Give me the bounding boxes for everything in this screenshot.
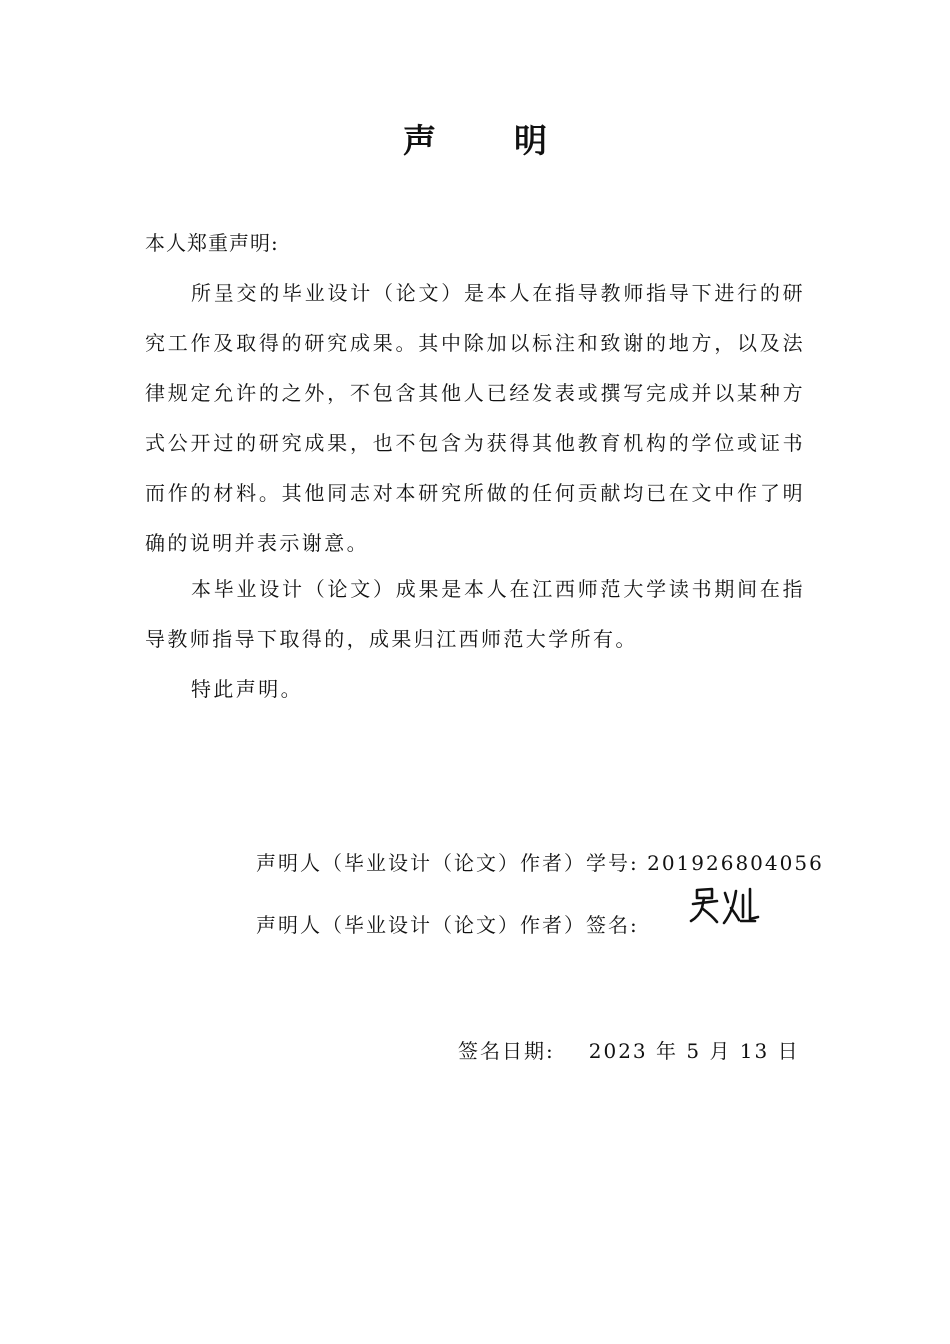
signature-line [256, 910, 639, 940]
opening-line: 本人郑重声明: [145, 231, 279, 255]
date-line [458, 1036, 800, 1066]
declaration-paragraph-3: 特此声明。 [191, 677, 303, 701]
signature-label: 声明人（毕业设计（论文）作者）签名: [256, 913, 639, 937]
student-id-line [256, 848, 824, 878]
student-id-value: 201926804056 [647, 851, 824, 875]
date-value: 2023 年 5 月 13 日 [588, 1039, 800, 1063]
declaration-paragraph-2: 本毕业设计（论文）成果是本人在江西师范大学读书期间在指导教师指导下取得的，成果归江西师范大学所有。 [145, 577, 805, 651]
document-title: 声明 [403, 121, 625, 160]
handwritten-signature [688, 886, 760, 932]
declaration-paragraph-1: 所呈交的毕业设计（论文）是本人在指导教师指导下进行的研究工作及取得的研究成果。其中除加以标注和致谢的地方，以及法律规定允许的之外，不包含其他人已经发表或撰写完成并以某种方式公开过的研究成果，也不包含为获得其他教育机构的学位或证书而作的材料。其他同志对本研究所做的任何贡献均已在文中作了明确的说明并表示谢意。 [145, 281, 805, 555]
date-label: 签名日期: [458, 1039, 555, 1063]
student-id-label: 声明人（毕业设计（论文）作者）学号: [256, 851, 639, 875]
